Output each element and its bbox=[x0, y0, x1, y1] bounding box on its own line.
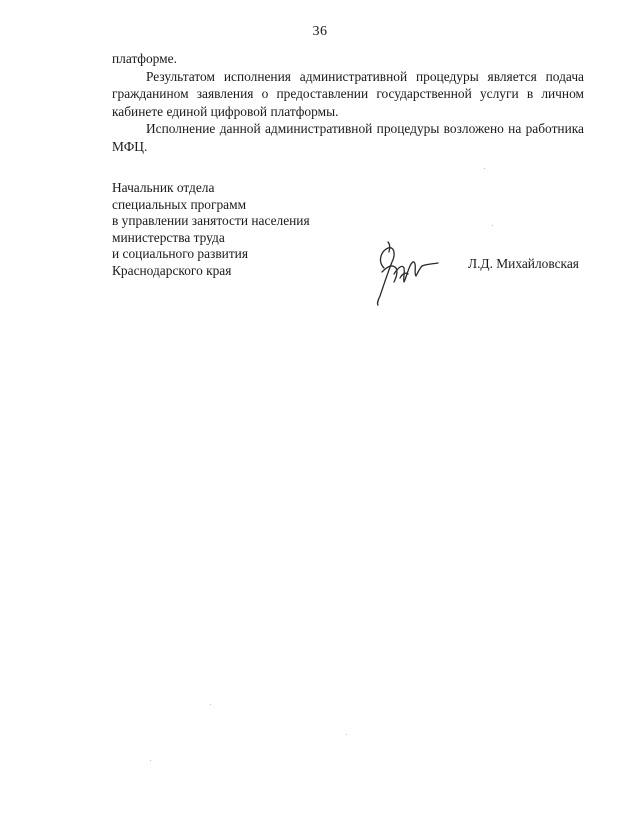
scan-speck bbox=[150, 760, 151, 761]
position-line: министерства труда bbox=[112, 229, 225, 245]
signer-name: Л.Д. Михайловская bbox=[468, 256, 579, 271]
signer-position bbox=[112, 180, 412, 279]
position-line: и социального развития bbox=[112, 246, 248, 261]
handwritten-signature-icon bbox=[370, 238, 442, 306]
paragraph-result: Результатом исполнения административной процедуры является подача гражданином заявления о предоставлении государственной услуги в личном кабинете единой цифровой платформы. bbox=[112, 68, 584, 119]
scan-speck bbox=[484, 168, 485, 169]
scan-speck bbox=[492, 225, 493, 226]
position-line: Краснодарского края bbox=[112, 262, 232, 278]
page-number: 36 bbox=[312, 24, 328, 39]
body-text bbox=[112, 50, 584, 155]
scan-speck bbox=[210, 704, 211, 705]
position-line: Начальник отдела bbox=[112, 180, 215, 195]
paragraph-continuation: платформе. bbox=[112, 51, 177, 66]
position-line: в управлении занятости населения bbox=[112, 213, 310, 228]
paragraph-responsibility: Исполнение данной административной процедуры возложено на работника МФЦ. bbox=[112, 121, 584, 154]
position-line: специальных программ bbox=[112, 196, 247, 212]
scan-speck bbox=[346, 734, 347, 735]
